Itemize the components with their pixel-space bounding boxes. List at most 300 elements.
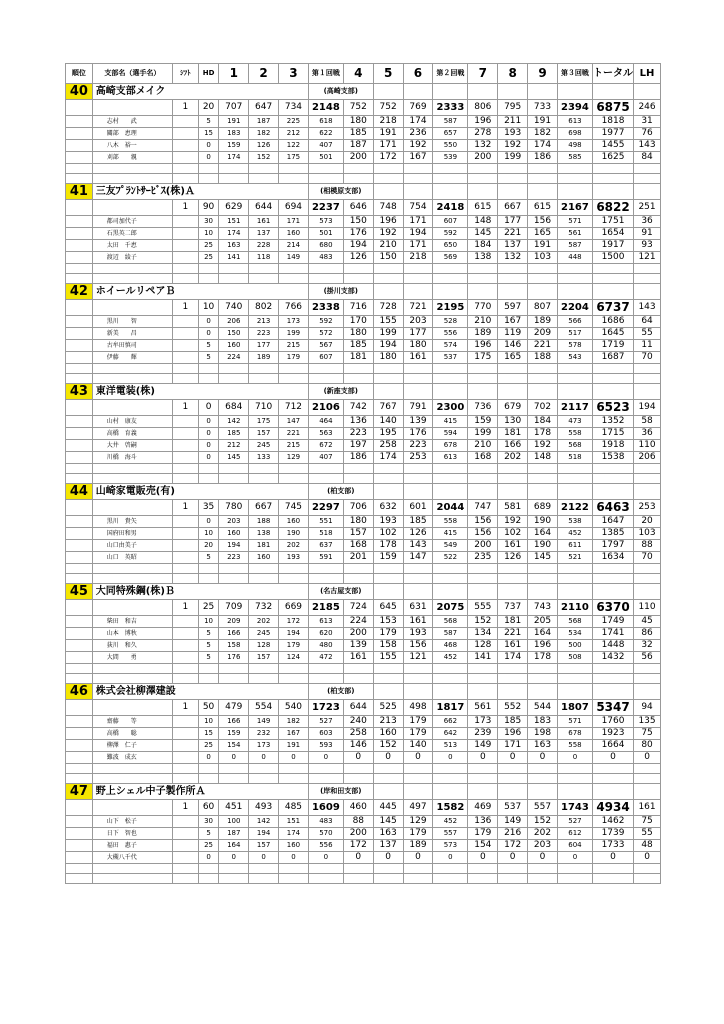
player-total: 1625 — [592, 152, 633, 164]
empty-cell — [279, 474, 309, 484]
player-round-total: 611 — [557, 540, 592, 552]
player-game-score: 140 — [373, 416, 403, 428]
player-game-score: 185 — [403, 516, 433, 528]
team-game-score: 795 — [498, 100, 528, 116]
team-round-total: 2044 — [433, 500, 468, 516]
team-branch: (名古屋支部) — [308, 584, 373, 600]
team-round-total: 2204 — [557, 300, 592, 316]
empty-cell — [403, 174, 433, 184]
empty-cell — [219, 274, 249, 284]
player-game-score: 189 — [403, 840, 433, 852]
empty-cell — [468, 174, 498, 184]
empty-cell — [498, 664, 528, 674]
player-hd: 0 — [198, 328, 219, 340]
empty-cell — [433, 584, 468, 600]
empty-cell — [557, 864, 592, 874]
empty-cell — [592, 764, 633, 774]
player-game-score: 224 — [219, 352, 249, 364]
player-game-score: 157 — [249, 652, 279, 664]
empty-cell — [66, 864, 93, 874]
player-round-total: 568 — [557, 616, 592, 628]
player-game-score: 228 — [249, 240, 279, 252]
empty-cell — [592, 674, 633, 684]
header-round-2: 第２回戦 — [433, 64, 468, 84]
player-game-score: 145 — [468, 228, 498, 240]
empty-cell — [528, 374, 558, 384]
player-game-score: 216 — [498, 828, 528, 840]
player-row — [66, 116, 661, 128]
empty-cell — [66, 252, 93, 264]
empty-cell — [173, 240, 199, 252]
player-game-score: 214 — [279, 240, 309, 252]
empty-cell — [468, 764, 498, 774]
header-game-9: 9 — [528, 64, 558, 84]
player-name: 大間 勇 — [92, 652, 172, 664]
rank-badge: 41 — [66, 184, 93, 200]
player-round-total: 573 — [433, 840, 468, 852]
player-lh: 20 — [634, 516, 661, 528]
team-shift: 1 — [173, 500, 199, 516]
player-total: 1917 — [592, 240, 633, 252]
empty-cell — [468, 384, 498, 400]
player-round-total: 594 — [433, 428, 468, 440]
player-game-score: 187 — [249, 116, 279, 128]
empty-cell — [198, 564, 219, 574]
player-round-total: 563 — [308, 428, 343, 440]
header-game-7: 7 — [468, 64, 498, 84]
player-hd: 5 — [198, 828, 219, 840]
player-name: 難波 成玄 — [92, 752, 172, 764]
player-game-score: 158 — [219, 640, 249, 652]
empty-cell — [66, 364, 93, 374]
player-game-score: 165 — [498, 352, 528, 364]
player-lh: 93 — [634, 240, 661, 252]
empty-cell — [468, 784, 498, 800]
player-game-score: 145 — [528, 552, 558, 564]
empty-cell — [173, 516, 199, 528]
empty-cell — [433, 474, 468, 484]
empty-cell — [528, 164, 558, 174]
empty-cell — [433, 674, 468, 684]
player-game-score: 183 — [528, 716, 558, 728]
empty-cell — [66, 874, 93, 884]
player-game-score: 173 — [468, 716, 498, 728]
player-game-score: 88 — [343, 816, 373, 828]
player-round-total: 574 — [433, 340, 468, 352]
player-round-total: 500 — [557, 640, 592, 652]
empty-cell — [403, 384, 433, 400]
player-game-score: 167 — [498, 316, 528, 328]
empty-cell — [498, 174, 528, 184]
player-round-total: 672 — [308, 440, 343, 452]
player-hd: 0 — [198, 452, 219, 464]
empty-cell — [173, 428, 199, 440]
team-game-score: 721 — [403, 300, 433, 316]
player-game-score: 0 — [373, 752, 403, 764]
team-lh: 110 — [634, 600, 661, 616]
team-hd: 25 — [198, 600, 219, 616]
player-name: 山口 英昭 — [92, 552, 172, 564]
player-game-score: 213 — [249, 316, 279, 328]
empty-cell — [66, 828, 93, 840]
empty-cell — [66, 164, 93, 174]
empty-cell — [66, 674, 93, 684]
player-game-score: 160 — [279, 840, 309, 852]
player-game-score: 179 — [403, 728, 433, 740]
player-round-total: 0 — [557, 752, 592, 764]
player-game-score: 141 — [219, 252, 249, 264]
empty-cell — [173, 864, 199, 874]
team-game-score: 498 — [403, 700, 433, 716]
player-round-total: 556 — [308, 840, 343, 852]
empty-cell — [403, 864, 433, 874]
team-shift: 1 — [173, 600, 199, 616]
player-game-score: 159 — [219, 728, 249, 740]
player-game-score: 193 — [373, 516, 403, 528]
player-round-total: 517 — [557, 328, 592, 340]
empty-cell — [92, 674, 172, 684]
player-total: 1797 — [592, 540, 633, 552]
player-round-total: 592 — [433, 228, 468, 240]
player-game-score: 0 — [373, 852, 403, 864]
player-game-score: 160 — [219, 528, 249, 540]
team-round-total: 2297 — [308, 500, 343, 516]
player-game-score: 245 — [249, 628, 279, 640]
empty-cell — [198, 664, 219, 674]
player-game-score: 179 — [403, 828, 433, 840]
team-game-score: 728 — [373, 300, 403, 316]
player-game-score: 137 — [373, 840, 403, 852]
empty-cell — [308, 374, 343, 384]
player-game-score: 215 — [279, 340, 309, 352]
empty-cell — [343, 664, 373, 674]
score-table — [65, 63, 661, 884]
empty-cell — [592, 774, 633, 784]
empty-cell — [308, 764, 343, 774]
empty-cell — [528, 764, 558, 774]
empty-cell — [173, 816, 199, 828]
player-round-total: 592 — [308, 316, 343, 328]
empty-cell — [198, 374, 219, 384]
rank-badge: 47 — [66, 784, 93, 800]
empty-cell — [528, 184, 558, 200]
empty-cell — [557, 684, 592, 700]
empty-cell — [634, 764, 661, 774]
player-lh: 55 — [634, 328, 661, 340]
player-game-score: 180 — [343, 328, 373, 340]
player-round-total: 518 — [308, 528, 343, 540]
player-game-score: 174 — [279, 828, 309, 840]
empty-cell — [592, 564, 633, 574]
team-lh: 161 — [634, 800, 661, 816]
player-round-total: 569 — [433, 252, 468, 264]
empty-cell — [468, 774, 498, 784]
player-hd: 0 — [198, 316, 219, 328]
empty-cell — [634, 174, 661, 184]
empty-cell — [279, 574, 309, 584]
empty-cell — [528, 384, 558, 400]
player-game-score: 164 — [528, 528, 558, 540]
player-round-total: 650 — [433, 240, 468, 252]
team-header-row — [66, 384, 661, 400]
empty-cell — [308, 874, 343, 884]
spacer-row — [66, 374, 661, 384]
empty-cell — [592, 374, 633, 384]
player-game-score: 258 — [343, 728, 373, 740]
team-round-total: 2075 — [433, 600, 468, 616]
empty-cell — [433, 274, 468, 284]
empty-cell — [468, 374, 498, 384]
player-total: 1654 — [592, 228, 633, 240]
player-round-total: 513 — [433, 740, 468, 752]
empty-cell — [498, 784, 528, 800]
empty-cell — [92, 274, 172, 284]
player-game-score: 147 — [403, 552, 433, 564]
team-lh: 251 — [634, 200, 661, 216]
player-game-score: 159 — [373, 552, 403, 564]
player-lh: 55 — [634, 828, 661, 840]
team-round-total: 1609 — [308, 800, 343, 816]
player-game-score: 147 — [279, 416, 309, 428]
header-game-3: 3 — [279, 64, 309, 84]
spacer-row — [66, 164, 661, 174]
empty-cell — [343, 174, 373, 184]
player-row — [66, 640, 661, 652]
empty-cell — [634, 574, 661, 584]
player-game-score: 0 — [219, 852, 249, 864]
player-name: 高橋 聡 — [92, 728, 172, 740]
empty-cell — [468, 84, 498, 100]
player-name: 高橋 育義 — [92, 428, 172, 440]
player-row — [66, 240, 661, 252]
empty-cell — [92, 864, 172, 874]
empty-cell — [308, 264, 343, 274]
player-total: 1923 — [592, 728, 633, 740]
header-total: トータル — [592, 64, 633, 84]
header-team: 支部名（選手名） — [92, 64, 172, 84]
player-round-total: 473 — [557, 416, 592, 428]
player-game-score: 145 — [373, 816, 403, 828]
player-round-total: 539 — [433, 152, 468, 164]
player-game-score: 152 — [468, 616, 498, 628]
player-game-score: 152 — [373, 740, 403, 752]
player-game-score: 221 — [528, 340, 558, 352]
player-game-score: 0 — [279, 752, 309, 764]
empty-cell — [219, 464, 249, 474]
player-game-score: 215 — [279, 440, 309, 452]
team-game-score: 544 — [528, 700, 558, 716]
empty-cell — [528, 674, 558, 684]
player-game-score: 167 — [403, 152, 433, 164]
player-total: 1647 — [592, 516, 633, 528]
player-name: 刈部 親 — [92, 152, 172, 164]
empty-cell — [343, 274, 373, 284]
empty-cell — [343, 874, 373, 884]
team-round-total: 2110 — [557, 600, 592, 616]
empty-cell — [173, 274, 199, 284]
empty-cell — [66, 740, 93, 752]
empty-cell — [403, 464, 433, 474]
team-game-score: 734 — [279, 100, 309, 116]
player-name: 福田 惠子 — [92, 840, 172, 852]
player-game-score: 172 — [279, 616, 309, 628]
empty-cell — [198, 864, 219, 874]
player-hd: 10 — [198, 228, 219, 240]
empty-cell — [528, 584, 558, 600]
player-game-score: 132 — [498, 252, 528, 264]
empty-cell — [373, 784, 403, 800]
team-game-score: 807 — [528, 300, 558, 316]
player-game-score: 193 — [279, 552, 309, 564]
player-game-score: 137 — [498, 240, 528, 252]
team-game-score: 766 — [279, 300, 309, 316]
player-game-score: 171 — [498, 740, 528, 752]
player-round-total: 612 — [557, 828, 592, 840]
empty-cell — [373, 864, 403, 874]
player-total: 1760 — [592, 716, 633, 728]
player-game-score: 198 — [528, 728, 558, 740]
player-game-score: 191 — [219, 116, 249, 128]
empty-cell — [373, 174, 403, 184]
player-game-score: 188 — [249, 516, 279, 528]
player-game-score: 211 — [498, 116, 528, 128]
empty-cell — [592, 584, 633, 600]
team-grand-total: 6370 — [592, 600, 633, 616]
empty-cell — [173, 140, 199, 152]
empty-cell — [528, 84, 558, 100]
player-hd: 30 — [198, 216, 219, 228]
empty-cell — [173, 628, 199, 640]
empty-cell — [173, 352, 199, 364]
player-game-score: 0 — [249, 852, 279, 864]
player-game-score: 174 — [403, 116, 433, 128]
empty-cell — [66, 216, 93, 228]
empty-cell — [343, 374, 373, 384]
empty-cell — [557, 674, 592, 684]
player-game-score: 191 — [528, 116, 558, 128]
team-header-row — [66, 684, 661, 700]
player-game-score: 0 — [528, 752, 558, 764]
empty-cell — [173, 464, 199, 474]
empty-cell — [343, 364, 373, 374]
empty-cell — [173, 264, 199, 274]
empty-cell — [308, 174, 343, 184]
empty-cell — [468, 584, 498, 600]
empty-cell — [373, 674, 403, 684]
player-lh: 70 — [634, 552, 661, 564]
empty-cell — [557, 574, 592, 584]
empty-cell — [557, 464, 592, 474]
team-game-score: 479 — [219, 700, 249, 716]
empty-cell — [219, 774, 249, 784]
player-game-score: 152 — [249, 152, 279, 164]
team-hd: 20 — [198, 100, 219, 116]
player-name: 大井 啓嗣 — [92, 440, 172, 452]
player-name: 伊藤 輝 — [92, 352, 172, 364]
empty-cell — [498, 584, 528, 600]
empty-cell — [198, 274, 219, 284]
empty-cell — [468, 274, 498, 284]
team-game-score: 631 — [403, 600, 433, 616]
empty-cell — [173, 216, 199, 228]
rank-badge: 46 — [66, 684, 93, 700]
player-round-total: 407 — [308, 452, 343, 464]
player-round-total: 571 — [557, 716, 592, 728]
empty-cell — [634, 484, 661, 500]
player-game-score: 177 — [498, 216, 528, 228]
empty-cell — [468, 484, 498, 500]
player-game-score: 164 — [219, 840, 249, 852]
player-game-score: 161 — [403, 352, 433, 364]
team-game-score: 791 — [403, 400, 433, 416]
player-round-total: 620 — [308, 628, 343, 640]
empty-cell — [343, 464, 373, 474]
empty-cell — [498, 264, 528, 274]
team-game-score: 469 — [468, 800, 498, 816]
empty-cell — [219, 674, 249, 684]
empty-cell — [634, 164, 661, 174]
player-round-total: 593 — [308, 740, 343, 752]
empty-cell — [403, 764, 433, 774]
empty-cell — [92, 664, 172, 674]
header-game-1: 1 — [219, 64, 249, 84]
player-game-score: 203 — [219, 516, 249, 528]
player-game-score: 118 — [249, 252, 279, 264]
player-lh: 58 — [634, 416, 661, 428]
player-game-score: 175 — [249, 416, 279, 428]
player-game-score: 154 — [468, 840, 498, 852]
empty-cell — [634, 664, 661, 674]
player-game-score: 133 — [249, 452, 279, 464]
player-game-score: 171 — [403, 240, 433, 252]
team-total-row — [66, 500, 661, 516]
team-round-total: 2148 — [308, 100, 343, 116]
player-row — [66, 140, 661, 152]
player-game-score: 102 — [498, 528, 528, 540]
player-game-score: 171 — [373, 140, 403, 152]
team-header-row — [66, 784, 661, 800]
empty-cell — [373, 774, 403, 784]
player-total: 1715 — [592, 428, 633, 440]
team-game-score: 451 — [219, 800, 249, 816]
player-game-score: 166 — [498, 440, 528, 452]
player-round-total: 566 — [557, 316, 592, 328]
empty-cell — [66, 540, 93, 552]
team-grand-total: 4934 — [592, 800, 633, 816]
empty-cell — [373, 484, 403, 500]
player-round-total: 452 — [433, 816, 468, 828]
empty-cell — [66, 552, 93, 564]
empty-cell — [343, 774, 373, 784]
empty-cell — [198, 174, 219, 184]
empty-cell — [498, 364, 528, 374]
empty-cell — [198, 464, 219, 474]
team-round-total: 1582 — [433, 800, 468, 816]
empty-cell — [528, 574, 558, 584]
team-game-score: 647 — [249, 100, 279, 116]
empty-cell — [249, 674, 279, 684]
empty-cell — [198, 164, 219, 174]
player-game-score: 199 — [498, 152, 528, 164]
empty-cell — [498, 564, 528, 574]
player-game-score: 174 — [528, 140, 558, 152]
empty-cell — [66, 500, 93, 516]
player-game-score: 202 — [249, 616, 279, 628]
empty-cell — [403, 364, 433, 374]
player-round-total: 0 — [433, 852, 468, 864]
player-game-score: 142 — [249, 816, 279, 828]
player-row — [66, 252, 661, 264]
